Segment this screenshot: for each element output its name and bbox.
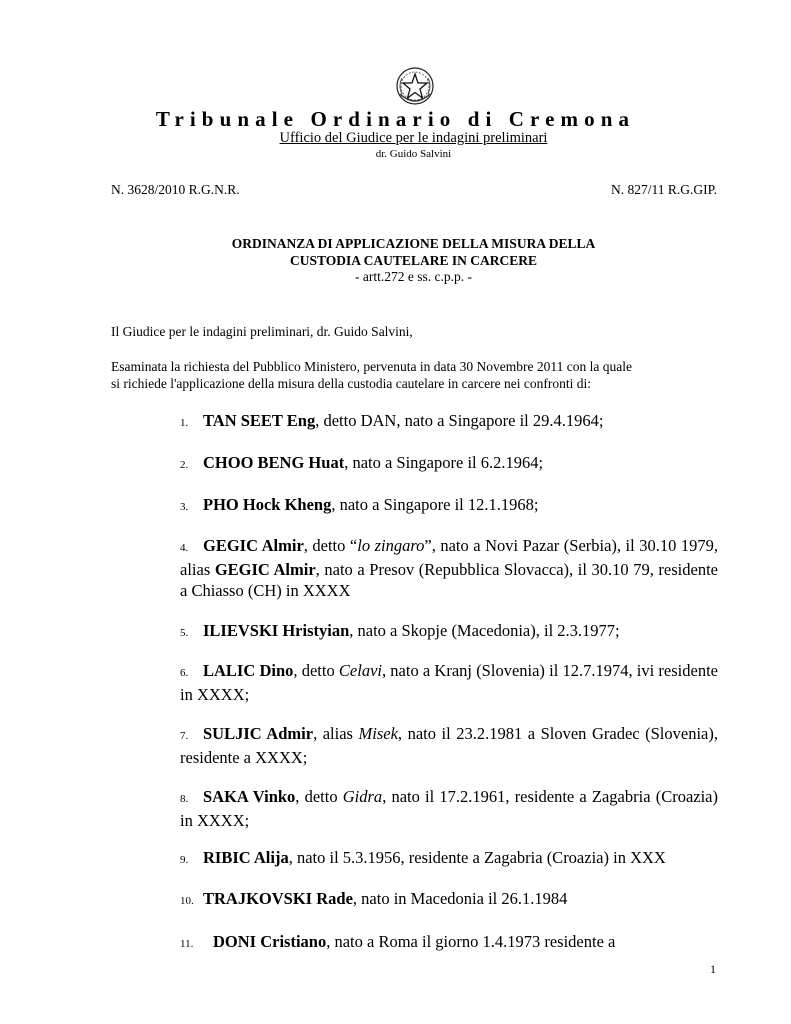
list-item: 6. LALIC Dino, detto Celavi, nato a Kranj (Slovenia) il 12.7.1974, ivi residente in XXXX;	[180, 661, 718, 704]
judge-name: dr. Guido Salvini	[375, 148, 452, 160]
document-title-line-1: ORDINANZA DI APPLICAZIONE DELLA MISURA DELLA	[231, 236, 596, 251]
request-line-1: Esaminata la richiesta del Pubblico Ministero, pervenuta in data 30 Novembre 2011 con la quale	[111, 359, 632, 374]
page-number: 1	[710, 962, 716, 976]
list-item: 9. RIBIC Alija, nato il 5.3.1956, residente a Zagabria (Croazia) in XXX	[180, 848, 666, 867]
list-item: 7. SULJIC Admir, alias Misek, nato il 23.2.1981 a Sloven Gradec (Slovenia), residente a XXXX;	[180, 724, 718, 767]
list-item: 10. TRAJKOVSKI Rade, nato in Macedonia il 26.1.1984	[180, 889, 568, 908]
list-item: 1. TAN SEET Eng, detto DAN, nato a Singapore il 29.4.1964;	[180, 411, 604, 430]
office-subtitle: Ufficio del Giudice per le indagini preliminari	[279, 130, 548, 146]
rggip-number: N. 827/11 R.G.GIP.	[610, 182, 717, 197]
list-item: 11. DONI Cristiano, nato a Roma il giorno 1.4.1973 residente a	[180, 932, 616, 951]
request-line-2: si richiede l'applicazione della misura della custodia cautelare in carcere nei confronti di:	[111, 376, 591, 391]
list-item: 4. GEGIC Almir, detto “lo zingaro”, nato a Novi Pazar (Serbia), il 30.10 1979, alias GEGIC Almir, nato a Presov (Repubblica Slovacca), il 30.10 79, residente a Chiasso (CH) in XXXX	[180, 536, 718, 600]
list-item: 3. PHO Hock Kheng, nato a Singapore il 12.1.1968;	[180, 495, 539, 514]
list-item: 5. ILIEVSKI Hristyian, nato a Skopje (Macedonia), il 2.3.1977;	[180, 621, 620, 640]
rgnr-number: N. 3628/2010 R.G.N.R.	[111, 182, 240, 197]
list-item: 2. CHOO BENG Huat, nato a Singapore il 6.2.1964;	[180, 453, 544, 472]
document-title-line-2: CUSTODIA CAUTELARE IN CARCERE	[290, 253, 537, 268]
list-item: 8. SAKA Vinko, detto Gidra, nato il 17.2.1961, residente a Zagabria (Croazia) in XXXX;	[180, 787, 718, 830]
document-articles: - artt.272 e ss. c.p.p. -	[355, 269, 472, 284]
intro-paragraph: Il Giudice per le indagini preliminari, dr. Guido Salvini,	[111, 324, 413, 339]
court-title: Tribunale Ordinario di Cremona	[155, 107, 636, 131]
